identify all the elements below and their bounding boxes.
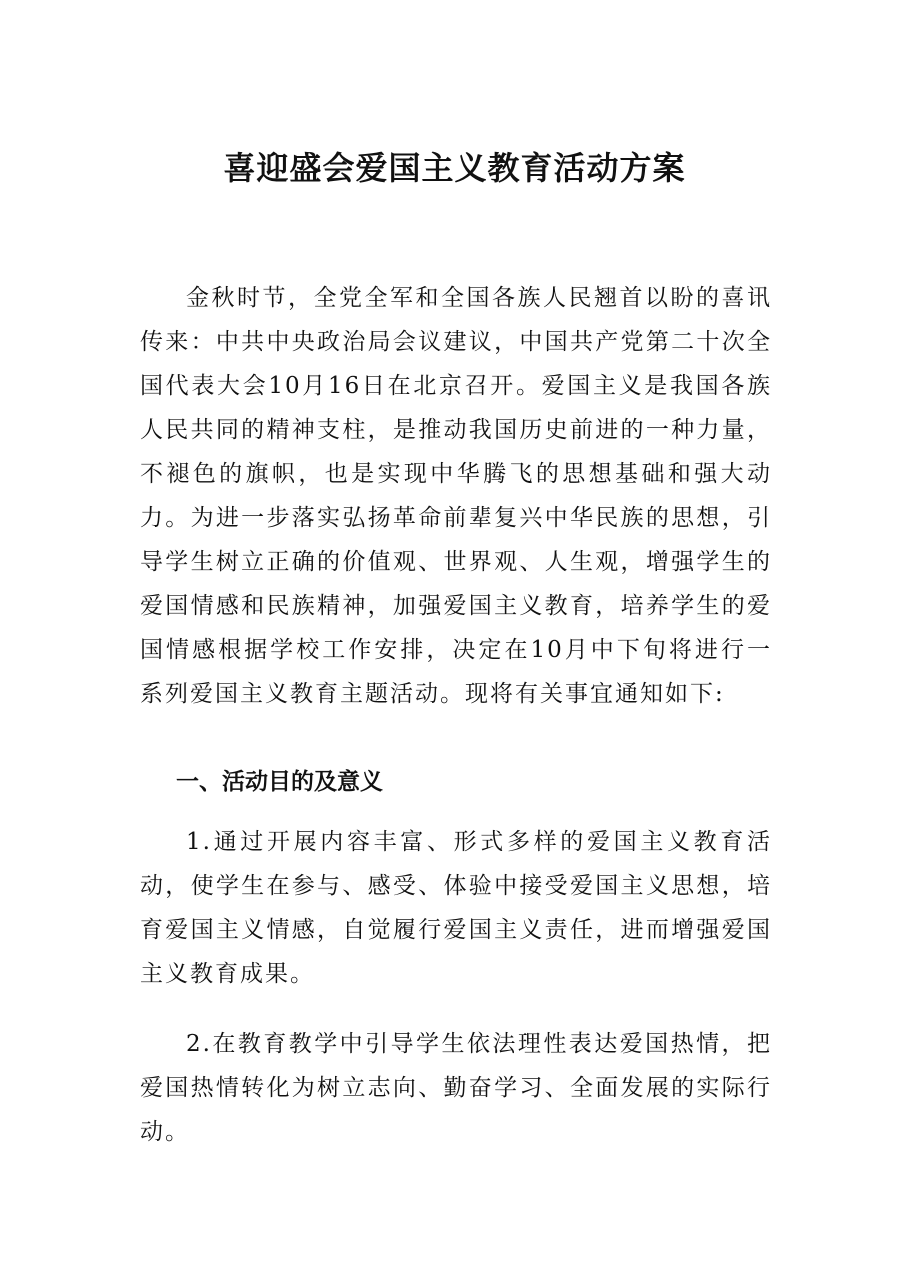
intro-paragraph: 金秋时节，全党全军和全国各族人民翘首以盼的喜讯传来：中共中央政治局会议建议，中国共产党第二十次全国代表大会10月16日在北京召开。爱国主义是我国各族人民共同的精神支柱，是推动我国历史前进的一种力量，不褪色的旗帜，也是实现中华腾飞的思想基础和强大动力。为进一步落实弘扬革命前辈复兴中华民族的思想，引导学生树立正确的价值观、世界观、人生观，增强学生的爱国情感和民族精神，加强爱国主义教育，培养学生的爱国情感根据学校工作安排，决定在10月中下旬将进行一系列爱国主义教育主题活动。现将有关事宜通知如下: [140, 285, 772, 707]
list-item: 2.在教育教学中引导学生依法理性表达爱国热情，把爱国热情转化为树立志向、勤奋学习、全面发展的实际行动。 [140, 1031, 772, 1145]
document-title: 喜迎盛会爱国主义教育活动方案 [223, 149, 686, 187]
section-heading: 一、活动目的及意义 [176, 769, 383, 795]
list-item: 1.通过开展内容丰富、形式多样的爱国主义教育活动，使学生在参与、感受、体验中接受爱国主义思想，培育爱国主义情感，自觉履行爱国主义责任，进而增强爱国主义教育成果。 [140, 829, 772, 987]
